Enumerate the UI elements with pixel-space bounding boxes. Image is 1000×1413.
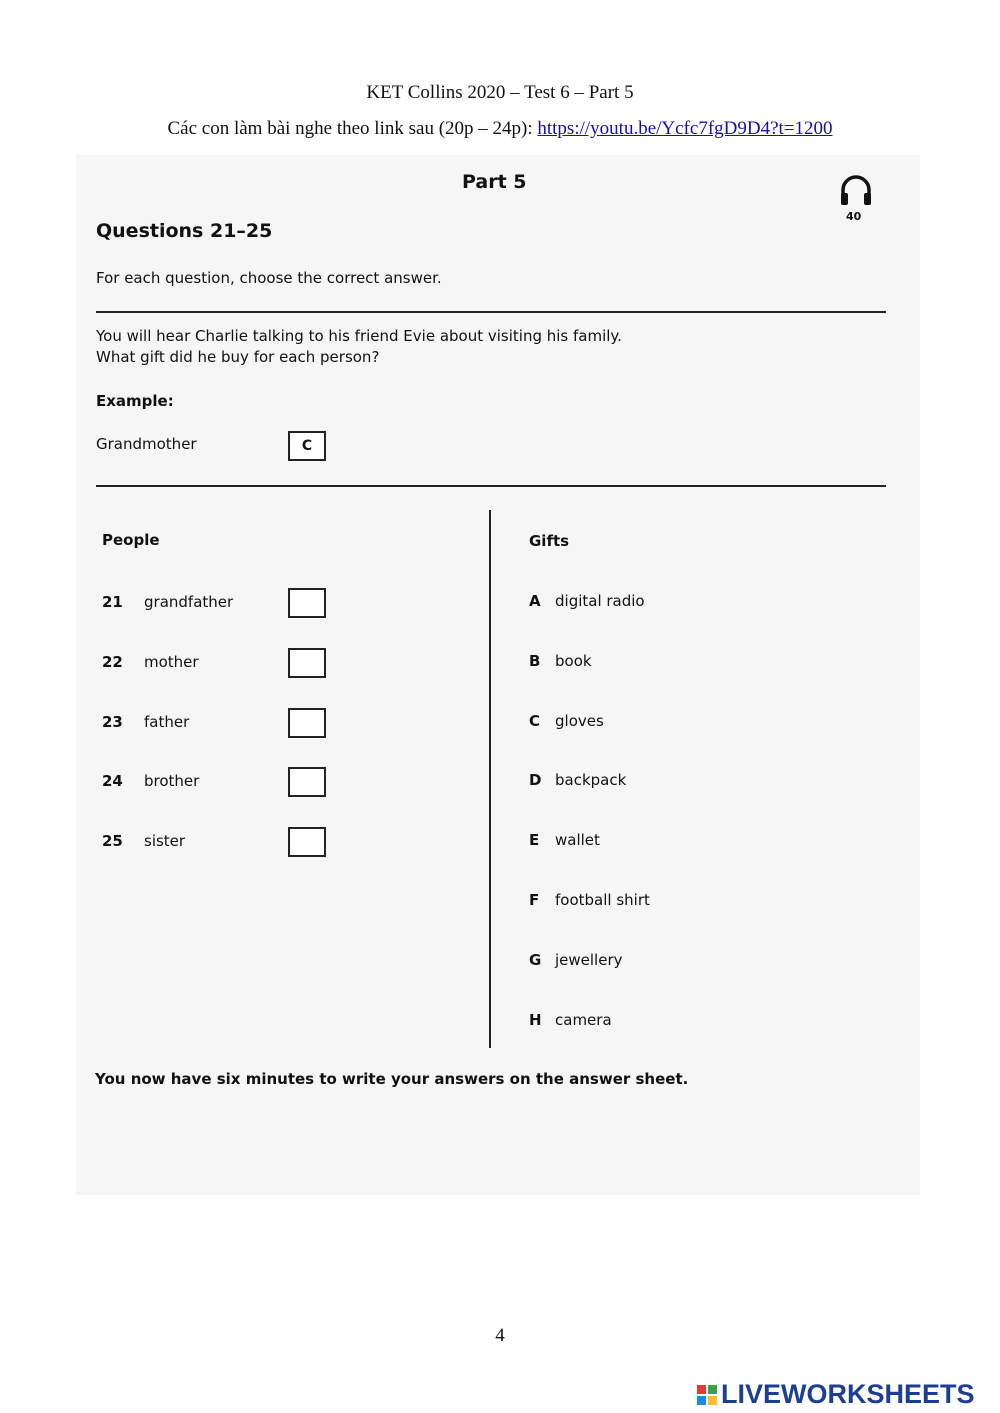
youtube-link[interactable]: https://youtu.be/Ycfc7fgD9D4?t=1200 [537,118,833,139]
gift-name: camera [555,1011,612,1029]
gift-letter: F [529,891,540,909]
question-number: 25 [102,832,123,850]
footer-instruction: You now have six minutes to write your answers on the answer sheet. [95,1070,689,1088]
document-title: KET Collins 2020 – Test 6 – Part 5 [366,82,634,103]
gifts-heading: Gifts [529,532,570,550]
answer-box-24[interactable] [288,767,326,797]
person-name: brother [144,772,200,790]
liveworksheets-logo [697,1379,975,1410]
task-instruction: For each question, choose the correct answer. [96,269,442,287]
answer-box-21[interactable] [288,588,326,618]
column-divider [489,510,491,1048]
listening-instruction [0,118,1000,140]
context-line-2: What gift did he buy for each person? [96,348,380,366]
gift-letter: E [529,831,540,849]
person-name: sister [144,832,186,850]
headphones-icon [838,173,874,209]
person-name: grandfather [144,593,234,611]
gift-name: football shirt [555,891,650,909]
divider-example [96,485,886,487]
question-number: 23 [102,713,123,731]
instruction-text: Các con làm bài nghe theo link sau (20p – 24p): [167,118,538,139]
track-number: 40 [846,210,862,223]
example-answer-box: C [288,431,326,461]
questions-heading: Questions 21–25 [96,220,273,242]
part-title: Part 5 [462,171,527,193]
gift-name: wallet [555,831,600,849]
brand-grid-icon [697,1385,717,1405]
page-number: 4 [495,1325,505,1346]
question-number: 22 [102,653,123,671]
answer-box-22[interactable] [288,648,326,678]
example-person: Grandmother [96,435,197,453]
gift-letter: G [529,951,542,969]
gift-name: backpack [555,771,627,789]
answer-box-23[interactable] [288,708,326,738]
example-label: Example: [96,392,174,410]
gift-name: book [555,652,592,670]
gift-name: jewellery [555,951,623,969]
gift-letter: B [529,652,541,670]
brand-name: LIVEWORKSHEETS [721,1379,975,1409]
people-heading: People [102,531,160,549]
gift-name: digital radio [555,592,645,610]
answer-box-25[interactable] [288,827,326,857]
divider-top [96,311,886,313]
question-number: 21 [102,593,123,611]
exam-sheet [76,155,920,1195]
question-number: 24 [102,772,123,790]
person-name: father [144,713,190,731]
gift-letter: C [529,712,541,730]
person-name: mother [144,653,199,671]
gift-letter: D [529,771,542,789]
gift-letter: A [529,592,541,610]
gift-name: gloves [555,712,604,730]
gift-letter: H [529,1011,542,1029]
context-line-1: You will hear Charlie talking to his friend Evie about visiting his family. [96,327,622,345]
